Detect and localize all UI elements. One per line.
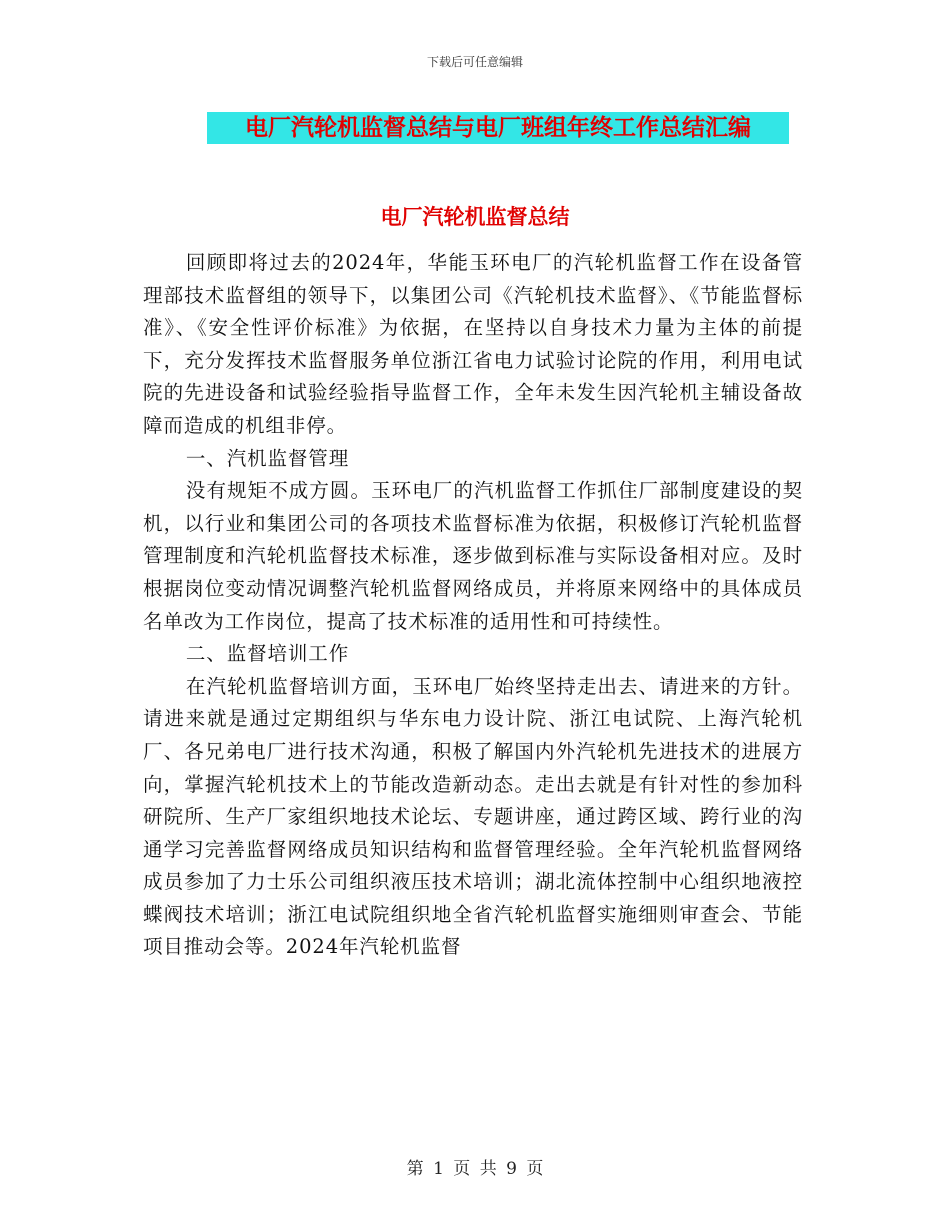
heading-training: 二、监督培训工作	[185, 642, 350, 666]
header-note: 下载后可任意编辑	[426, 55, 523, 69]
paragraph-management: 没有规矩不成方圆。玉环电厂的汽机监督工作抓住厂部制度建设的契机，以行业和集团公司的各项技术监督标准为依据，积极修订汽轮机监督管理制度和汽轮机监督技术标准，逐步做到标准与实际设备相对应。及时根据岗位变动情况调整汽轮机监督网络成员，并将原来网络中的具体成员名单改为工作岗位，提高了技术标准的适用性和可持续性。	[143, 479, 803, 633]
paragraph-training: 在汽轮机监督培训方面，玉环电厂始终坚持走出去、请进来的方针。请进来就是通过定期组织与华东电力设计院、浙江电试院、上海汽轮机厂、各兄弟电厂进行技术沟通，积极了解国内外汽轮机先进技术的进展方向，掌握汽轮机技术上的节能改造新动态。走出去就是有针对性的参加科研院所、生产厂家组织地技术论坛、专题讲座，通过跨区域、跨行业的沟通学习完善监督网络成员知识结构和监督管理经验。全年汽轮机监督网络成员参加了力士乐公司组织液压技术培训；湖北流体控制中心组织地液控蝶阀技术培训；浙江电试院组织地全省汽轮机监督实施细则审查会、节能项目推动会等。2024年汽轮机监督	[143, 674, 803, 959]
page-footer: 第 1 页 共 9 页	[406, 1159, 544, 1179]
document-title: 电厂汽轮机监督总结与电厂班组年终工作总结汇编	[207, 112, 789, 144]
document-title-highlight	[207, 112, 789, 144]
document-body	[143, 247, 803, 964]
heading-management: 一、汽机监督管理	[185, 446, 350, 470]
paragraph-intro: 回顾即将过去的2024年，华能玉环电厂的汽轮机监督工作在设备管理部技术监督组的领导下，以集团公司《汽轮机技术监督》、《节能监督标准》、《安全性评价标准》为依据，在坚持以自身技术力量为主体的前提下，充分发挥技术监督服务单位浙江省电力试验讨论院的作用，利用电试院的先进设备和试验经验指导监督工作，全年未发生因汽轮机主辅设备故障而造成的机组非停。	[143, 251, 803, 437]
section-title: 电厂汽轮机监督总结	[380, 204, 570, 229]
